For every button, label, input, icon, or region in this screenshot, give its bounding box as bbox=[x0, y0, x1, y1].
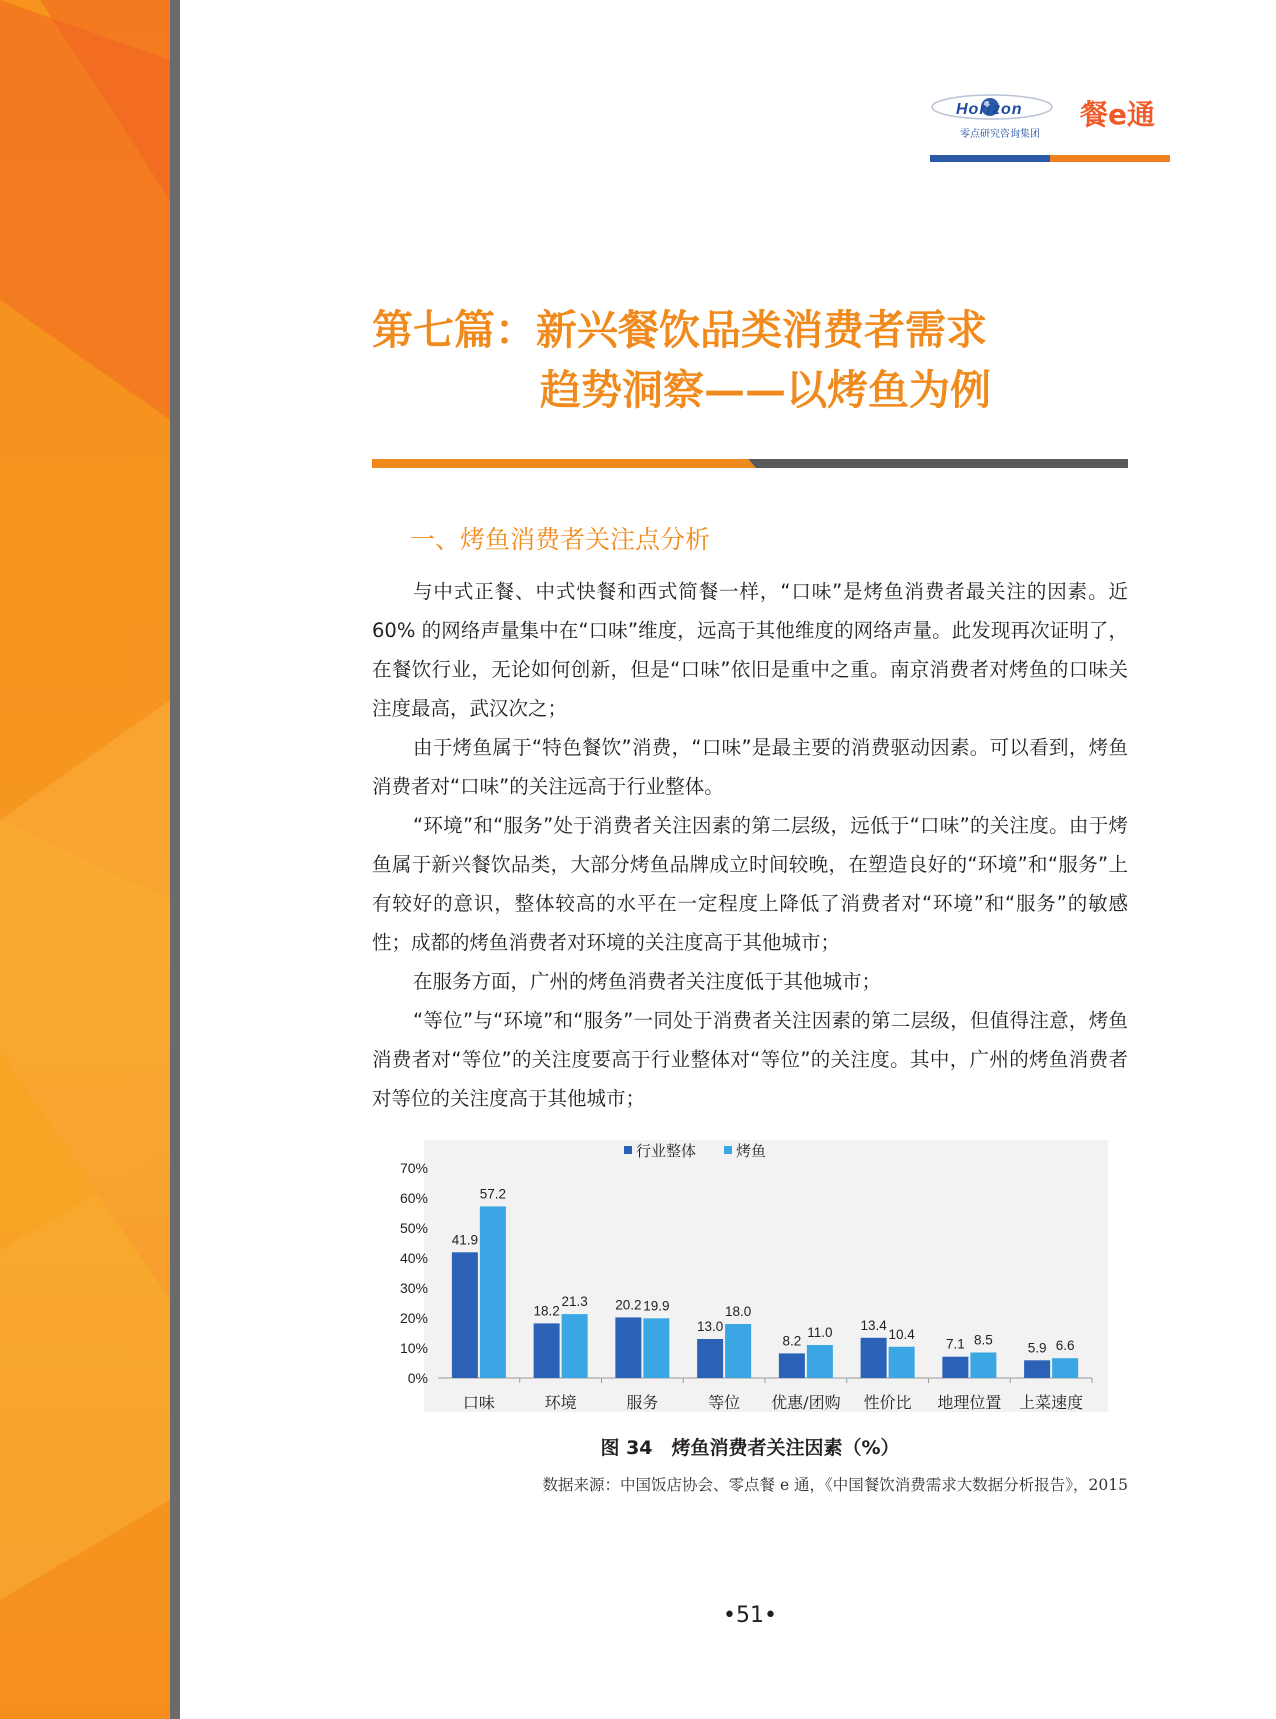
data-label: 11.0 bbox=[807, 1325, 833, 1340]
data-label: 13.0 bbox=[696, 1319, 724, 1334]
decorative-side-band bbox=[0, 0, 170, 1719]
x-tick-label: 优惠/团购 bbox=[771, 1393, 841, 1412]
y-tick-label: 30% bbox=[399, 1280, 428, 1296]
data-label: 8.5 bbox=[973, 1332, 993, 1348]
chapter-title-line1: 第七篇：新兴餐饮品类消费者需求 bbox=[372, 306, 987, 354]
x-tick-label: 等位 bbox=[708, 1393, 741, 1412]
bar-grilled-fish bbox=[889, 1347, 915, 1378]
y-tick-label: 50% bbox=[399, 1220, 428, 1236]
data-label: 21.3 bbox=[561, 1294, 588, 1310]
data-label: 18.0 bbox=[724, 1304, 752, 1319]
bar-grilled-fish bbox=[480, 1206, 506, 1378]
figure-caption: 图 34 烤鱼消费者关注因素（%） bbox=[600, 1437, 900, 1459]
section-heading: 一、烤鱼消费者关注点分析 bbox=[410, 525, 711, 554]
chapter-title bbox=[372, 300, 1132, 420]
bar-industry bbox=[615, 1317, 641, 1378]
chart-plot-background bbox=[424, 1140, 1108, 1412]
bar-industry bbox=[697, 1339, 723, 1378]
body-text bbox=[372, 572, 1128, 1118]
bar-industry bbox=[779, 1353, 805, 1378]
paragraph: “等位”与“环境”和“服务”一同处于消费者关注因素的第二层级，但值得注意，烤鱼消费者对“等位”的关注度要高于行业整体对“等位”的关注度。其中，广州的烤鱼消费者对等位的关注度高于其他城市； bbox=[372, 1009, 1128, 1110]
header-stripe-blue bbox=[930, 155, 1050, 162]
data-label: 7.1 bbox=[945, 1336, 965, 1352]
data-label: 5.9 bbox=[1027, 1340, 1047, 1356]
page-number: •51• bbox=[723, 1603, 777, 1628]
data-label: 19.9 bbox=[643, 1298, 670, 1314]
bar-industry bbox=[452, 1252, 478, 1378]
title-rule bbox=[372, 459, 1128, 468]
bar-grilled-fish bbox=[643, 1318, 669, 1378]
bar-industry bbox=[1024, 1360, 1050, 1378]
side-edge-bar bbox=[170, 0, 180, 1719]
y-tick-label: 60% bbox=[399, 1190, 428, 1206]
bar-industry bbox=[861, 1338, 887, 1378]
x-tick-label: 环境 bbox=[544, 1393, 577, 1412]
bar-grilled-fish bbox=[1052, 1358, 1078, 1378]
legend-label: 行业整体 bbox=[636, 1142, 697, 1160]
horizon-logo: Horizon bbox=[956, 101, 1023, 118]
bar-grilled-fish bbox=[807, 1345, 833, 1378]
paragraph: “环境”和“服务”处于消费者关注因素的第二层级，远低于“口味”的关注度。由于烤鱼属于新兴餐饮品类，大部分烤鱼品牌成立时间较晚，在塑造良好的“环境”和“服务”上有较好的意识，整体较高的水平在一定程度上降低了消费者对“环境”和“服务”的敏感性；成都的烤鱼消费者对环境的关注度高于其他城市； bbox=[372, 814, 1128, 954]
bar-grilled-fish bbox=[970, 1353, 996, 1379]
legend-swatch bbox=[624, 1146, 632, 1154]
x-tick-label: 地理位置 bbox=[937, 1393, 1002, 1412]
bar-industry bbox=[534, 1323, 560, 1378]
x-tick-label: 口味 bbox=[462, 1393, 495, 1412]
x-tick-label: 性价比 bbox=[863, 1393, 912, 1412]
x-tick-label: 上菜速度 bbox=[1019, 1393, 1084, 1412]
y-tick-label: 10% bbox=[399, 1340, 428, 1356]
paragraph: 与中式正餐、中式快餐和西式简餐一样，“口味”是烤鱼消费者最关注的因素。近 60% 的网络声量集中在“口味”维度，远高于其他维度的网络声量。此发现再次证明了，在餐饮行业，无论如何创新，但是“口味”依旧是重中之重。南京消费者对烤鱼的口味关注度最高，武汉次之； bbox=[372, 580, 1128, 720]
y-tick-label: 70% bbox=[399, 1160, 428, 1176]
canetong-logo: 餐e通 bbox=[1080, 98, 1155, 131]
y-tick-label: 20% bbox=[399, 1310, 428, 1326]
data-label: 18.2 bbox=[533, 1303, 560, 1319]
header-logos bbox=[930, 85, 1170, 165]
x-tick-label: 服务 bbox=[626, 1393, 659, 1412]
chapter-title-line2: 趋势洞察——以烤鱼为例 bbox=[540, 366, 991, 414]
data-label: 41.9 bbox=[451, 1232, 479, 1248]
bar-industry bbox=[942, 1357, 968, 1378]
bar-grilled-fish bbox=[725, 1324, 751, 1378]
y-tick-label: 0% bbox=[407, 1370, 428, 1386]
data-label: 8.2 bbox=[782, 1333, 802, 1349]
attention-factors-chart bbox=[388, 1140, 1108, 1430]
paragraph: 在服务方面，广州的烤鱼消费者关注度低于其他城市； bbox=[413, 970, 882, 993]
horizon-logo-subtitle: 零点研究咨询集团 bbox=[960, 129, 1040, 140]
legend-label: 烤鱼 bbox=[736, 1142, 767, 1160]
data-label: 57.2 bbox=[479, 1186, 507, 1202]
y-tick-label: 40% bbox=[399, 1250, 428, 1266]
data-label: 10.4 bbox=[888, 1326, 915, 1342]
data-label: 20.2 bbox=[615, 1297, 642, 1313]
figure-source: 数据来源：中国饭店协会、零点餐 e 通，《中国餐饮消费需求大数据分析报告》，2015 bbox=[542, 1476, 1128, 1494]
header-stripe-orange bbox=[1050, 155, 1170, 162]
data-label: 13.4 bbox=[860, 1317, 887, 1333]
data-label: 6.6 bbox=[1055, 1338, 1075, 1354]
bar-grilled-fish bbox=[562, 1314, 588, 1378]
legend-swatch bbox=[724, 1146, 732, 1154]
paragraph: 由于烤鱼属于“特色餐饮”消费，“口味”是最主要的消费驱动因素。可以看到，烤鱼消费者对“口味”的关注远高于行业整体。 bbox=[372, 736, 1128, 798]
